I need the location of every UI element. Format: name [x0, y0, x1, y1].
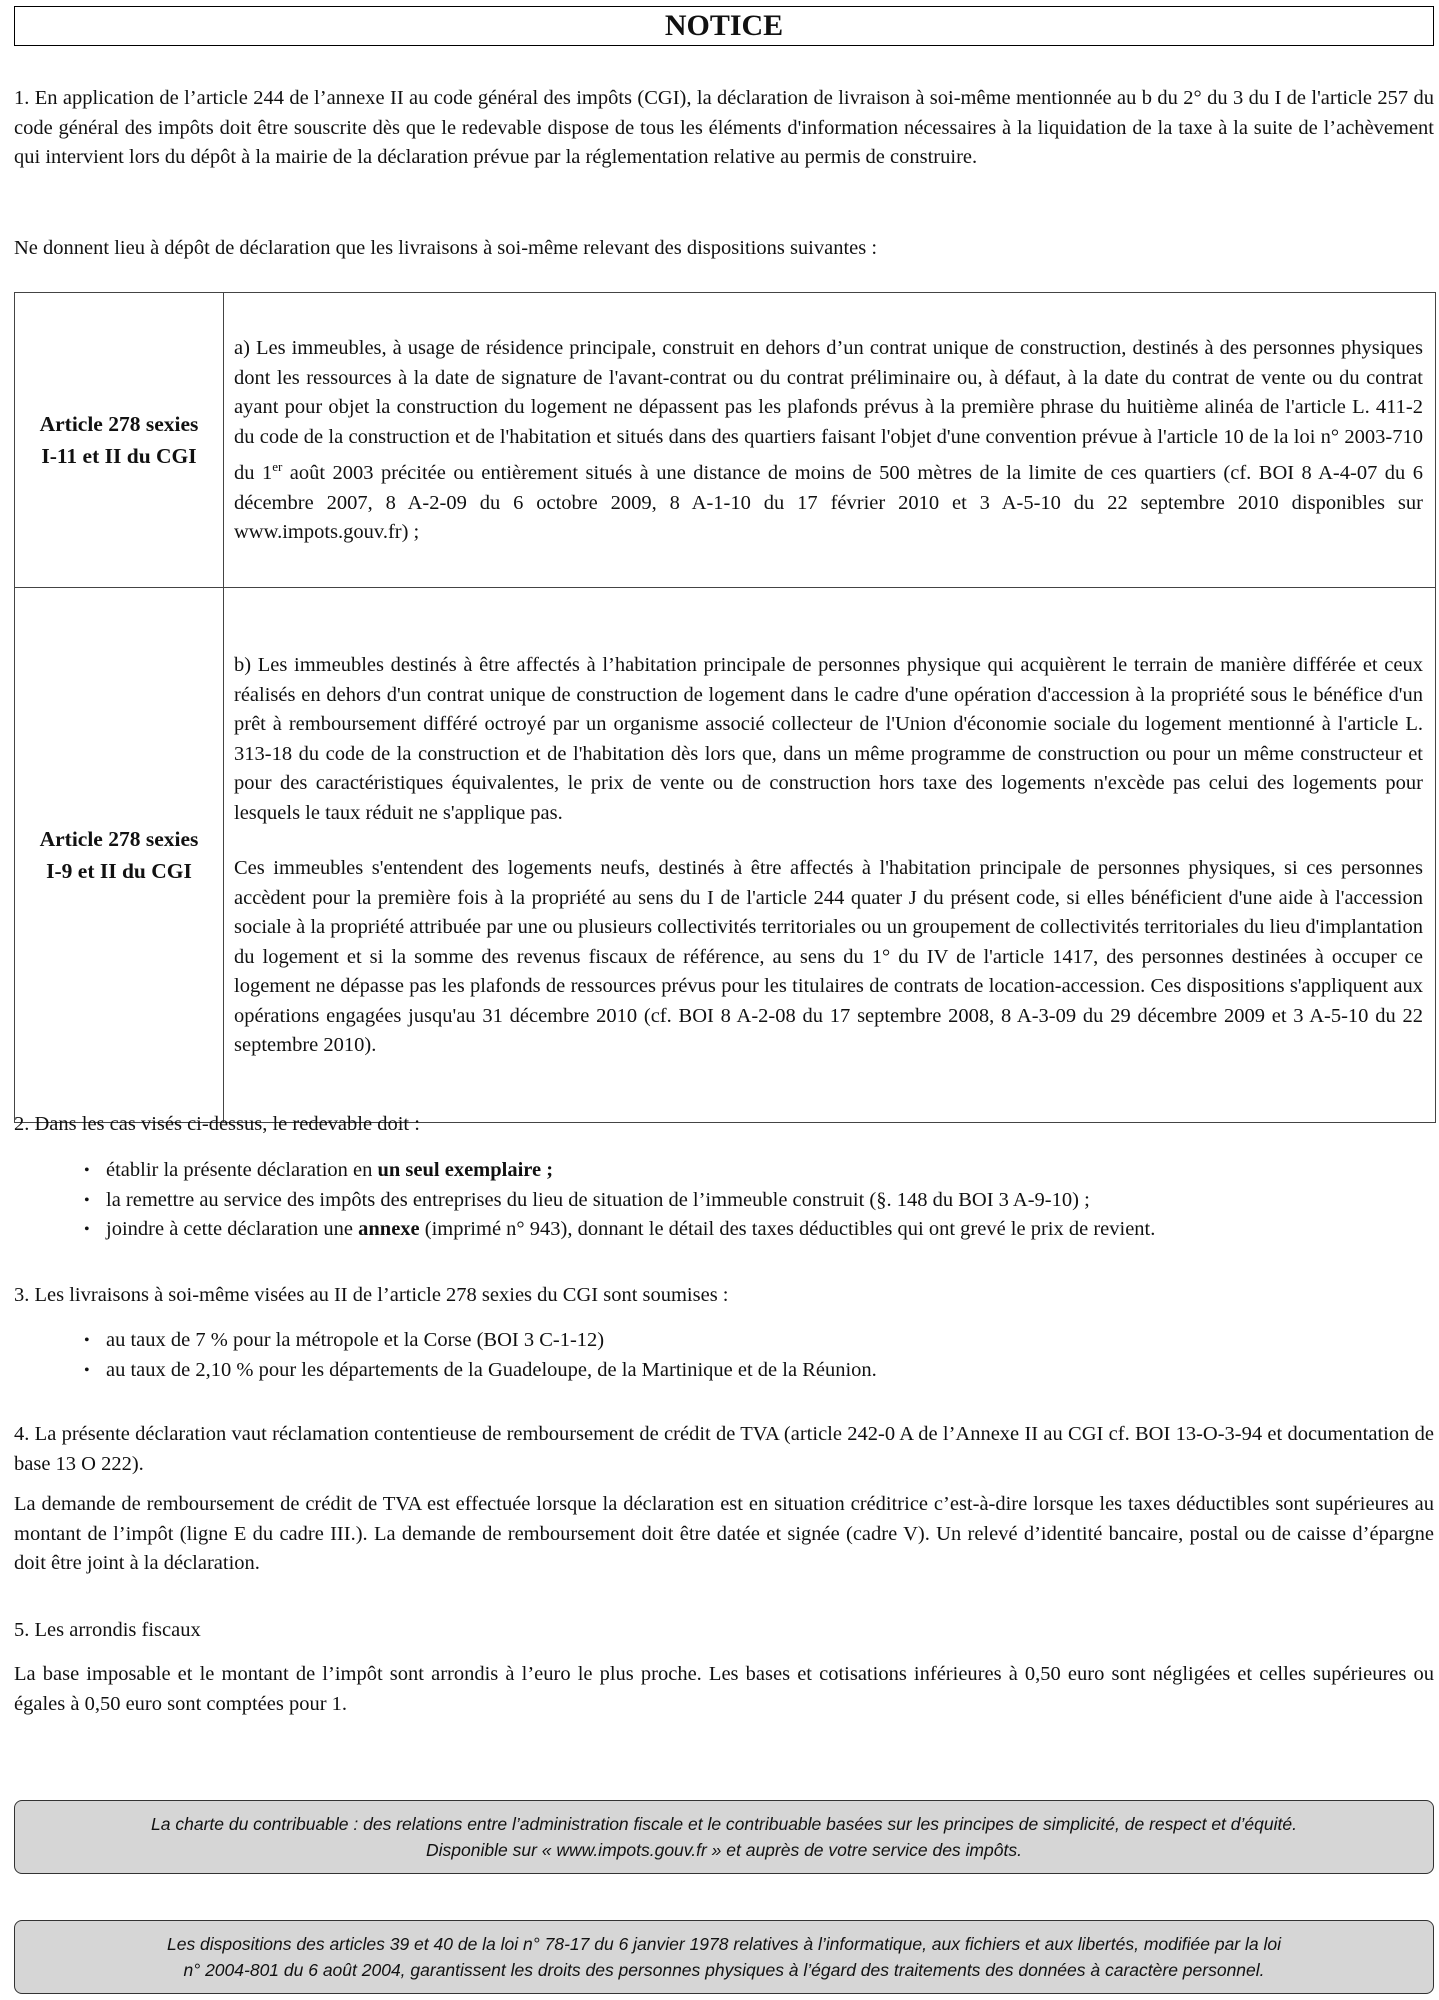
- bullet-icon: •: [84, 1221, 90, 1238]
- article-label-line: Article 278 sexies: [39, 412, 199, 436]
- article-label-line: I-11 et II du CGI: [41, 444, 197, 468]
- article-label-line: Article 278 sexies: [39, 827, 199, 851]
- privacy-notice-box: [14, 1920, 1434, 1994]
- article-label-line: I-9 et II du CGI: [46, 859, 192, 883]
- article-text-cell: [224, 293, 1436, 588]
- charter-line: La charte du contribuable : des relations entre l’administration fiscale et le contribuable basées sur les principes de simplicité, de respect et d’équité.: [151, 1814, 1297, 1834]
- section3-heading: 3. Les livraisons à soi-même visées au II de l’article 278 sexies du CGI sont soumises :: [14, 1284, 729, 1306]
- article-a-text: a) Les immeubles, à usage de résidence principale, construit en dehors d’un contrat unique de construction, destinés à des personnes physiques dont les ressources à la date de signature de l'avant-contrat ou du contrat préliminaire ou, à défaut, à la date du contrat de vente ou du contrat ayant pour objet la construction du logement ne dépassent pas les plafonds prévus à la première phrase du huitième alinéa de l'article L. 411-2 du code de la construction et de l'habitation et situés dans des quartiers faisant l'objet d'une convention prévue à l'article 10 de la loi n° 2003-710 du 1er août 2003 précitée ou entièrement situés à une distance de moins de 500 mètres de la limite de ces quartiers (cf. BOI 8 A-4-07 du 6 décembre 2007, 8 A-2-09 du 6 octobre 2009, 8 A-1-10 du 17 février 2010 et 3 A-5-10 du 22 septembre 2010 disponibles sur www.impots.gouv.fr) ;: [234, 337, 1424, 544]
- list-item: • au taux de 2,10 % pour les départements de la Guadeloupe, de la Martinique et de la Réunion.: [84, 1356, 1439, 1386]
- section2-list: [84, 1156, 1439, 1245]
- section3-list: [84, 1326, 1439, 1385]
- section5-paragraph: La base imposable et le montant de l’impôt sont arrondis à l’euro le plus proche. Les bases et cotisations inférieures à 0,50 euro sont négligées et celles supérieures ou égales à 0,50 euro sont comptées pour 1.: [14, 1663, 1434, 1715]
- article-b-text: b) Les immeubles destinés à être affectés à l’habitation principale de personnes physique qui acquièrent le terrain de manière différée et ceux réalisés en dehors d'un contrat unique de construction de logement dans le cadre d'une opération d'accession à la propriété sous le bénéfice d'un prêt à remboursement différé octroyé par un organisme associé collecteur de l'Union d'économie sociale du logement mentionné à l'article L. 313-18 du code de la construction et de l'habitation dès lors que, dans un même programme de construction ou pour un même constructeur et pour des caractéristiques équivalentes, le prix de vente ou de construction hors taxe des logements n'excède pas celui des logements pour lesquels le taux réduit ne s'applique pas.: [234, 654, 1423, 824]
- table-row: [15, 588, 1436, 1123]
- section1-intro: Ne donnent lieu à dépôt de déclaration que les livraisons à soi-même relevant des dispositions suivantes :: [14, 237, 878, 259]
- article-b-text-continued: Ces immeubles s'entendent des logements neufs, destinés à être affectés à l'habitation principale de personnes physiques, si ces personnes accèdent pour la première fois à la propriété au sens du I de l'article 244 quater J du présent code, si elles bénéficient d'une aide à l'accession sociale à la propriété attribuée par une ou plusieurs collectivités territoriales ou un groupement de collectivités territoriales du lieu d'implantation du logement et si la somme des revenus fiscaux de référence, au sens du 1° du IV de l'article 1417, des personnes destinées à occuper ce logement ne dépasse pas les plafonds de ressources prévus pour les titulaires de contrats de location-accession. Ces dispositions s'appliquent aux opérations engagées jusqu'au 31 décembre 2010 (cf. BOI 8 A-2-08 du 17 septembre 2008, 8 A-3-09 du 29 décembre 2009 et 3 A-5-10 du 22 septembre 2010).: [234, 857, 1423, 1057]
- list-item: • établir la présente déclaration en un seul exemplaire ;: [84, 1156, 1439, 1186]
- section4-paragraph: 4. La présente déclaration vaut réclamation contentieuse de remboursement de crédit de TVA (article 242-0 A de l’Annexe II au CGI cf. BOI 13-O-3-94 et documentation de base 13 O 222).: [14, 1423, 1434, 1475]
- section5-heading: 5. Les arrondis fiscaux: [14, 1619, 201, 1641]
- privacy-line: n° 2004-801 du 6 août 2004, garantissent les droits des personnes physiques à l’égard des traitements des données à caractère personnel.: [183, 1960, 1265, 1980]
- charter-line: Disponible sur « www.impots.gouv.fr » et auprès de votre service des impôts.: [426, 1840, 1022, 1860]
- bullet-icon: •: [84, 1332, 90, 1349]
- taxpayer-charter-box: [14, 1800, 1434, 1874]
- section2-heading: 2. Dans les cas visés ci-dessus, le redevable doit :: [14, 1113, 420, 1135]
- privacy-line: Les dispositions des articles 39 et 40 de la loi n° 78-17 du 6 janvier 1978 relatives à l’informatique, aux fichiers et aux libertés, modifiée par la loi: [166, 1934, 1281, 1954]
- section1-paragraph: 1. En application de l’article 244 de l’annexe II au code général des impôts (CGI), la déclaration de livraison à soi-même mentionnée au b du 2° du 3 du I de l'article 257 du code général des impôts doit être souscrite dès que le redevable dispose de tous les éléments d'information nécessaires à la liquidation de la taxe à la suite de l’achèvement qui intervient lors du dépôt à la mairie de la déclaration prévue par la réglementation relative au permis de construire.: [14, 87, 1434, 168]
- article-label-cell: [15, 293, 224, 588]
- notice-title: NOTICE: [14, 6, 1434, 46]
- table-row: [15, 293, 1436, 588]
- articles-table: [14, 292, 1436, 1123]
- bullet-icon: •: [84, 1162, 90, 1179]
- list-item: • la remettre au service des impôts des entreprises du lieu de situation de l’immeuble construit (§. 148 du BOI 3 A-9-10) ;: [84, 1186, 1439, 1216]
- list-item: • au taux de 7 % pour la métropole et la Corse (BOI 3 C-1-12): [84, 1326, 1439, 1356]
- section4-paragraph-2: La demande de remboursement de crédit de TVA est effectuée lorsque la déclaration est en situation créditrice c’est-à-dire lorsque les taxes déductibles sont supérieures au montant de l’impôt (ligne E du cadre III.). La demande de remboursement doit être datée et signée (cadre V). Un relevé d’identité bancaire, postal ou de caisse d’épargne doit être joint à la déclaration.: [14, 1493, 1434, 1574]
- article-text-cell: [224, 588, 1436, 1123]
- bullet-icon: •: [84, 1191, 90, 1209]
- bullet-icon: •: [84, 1361, 90, 1379]
- article-label-cell: [15, 588, 224, 1123]
- list-item: • joindre à cette déclaration une annexe (imprimé n° 943), donnant le détail des taxes déductibles qui ont grevé le prix de revient.: [84, 1215, 1439, 1245]
